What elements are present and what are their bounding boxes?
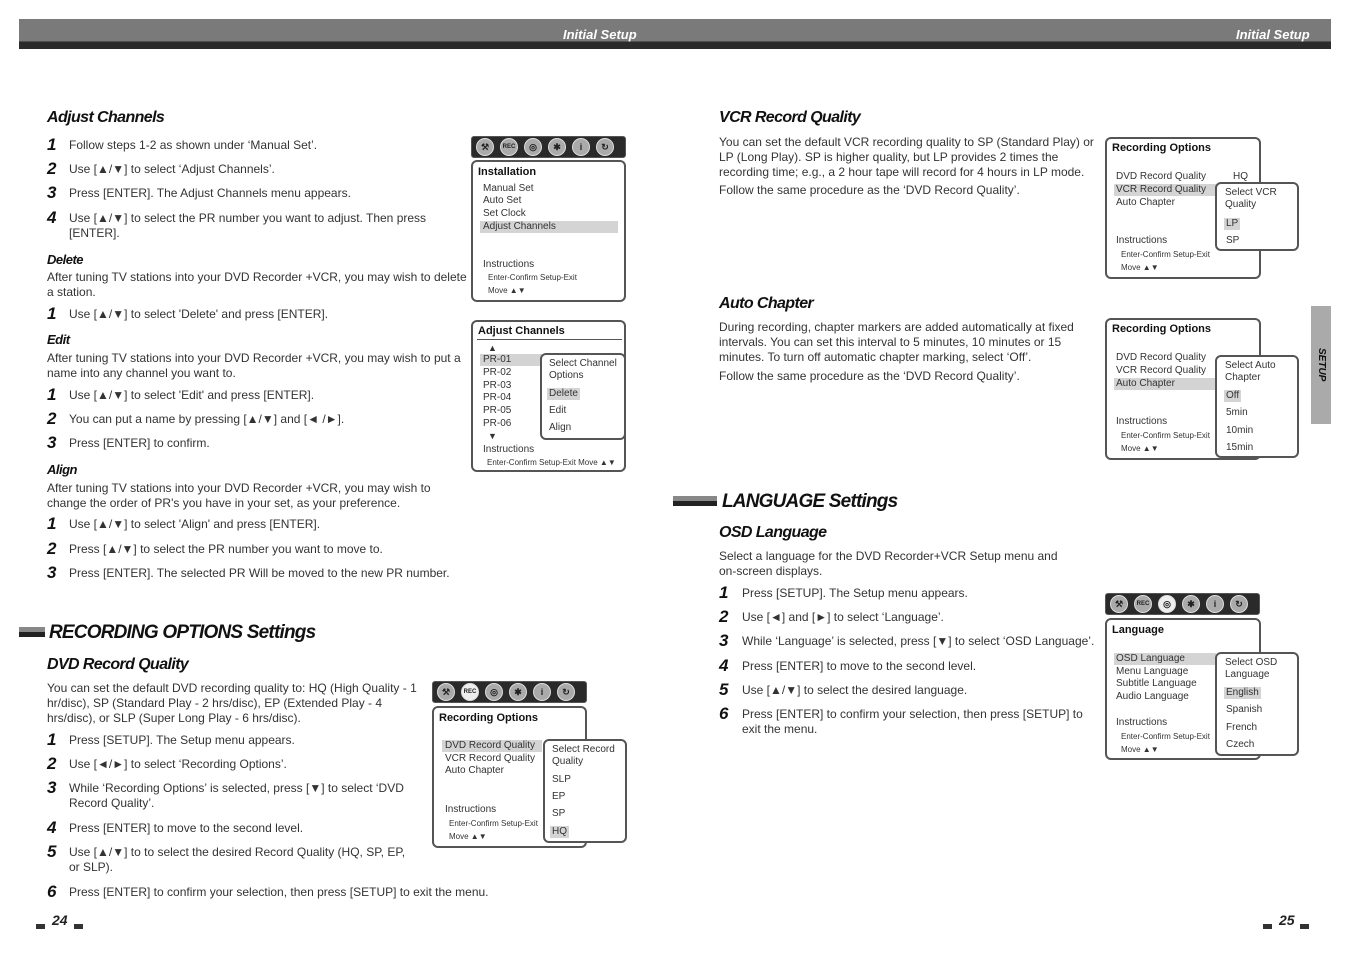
step-number: 2	[47, 539, 57, 558]
step-text: Press [ENTER]. The selected PR Will be moved to the new PR number.	[69, 566, 450, 580]
instructions-text: Move ▲▼	[1121, 444, 1159, 453]
delete-title: Delete	[47, 252, 84, 267]
instructions-text: Enter-Confirm Setup-Exit	[449, 819, 538, 828]
edit-text: After tuning TV stations into your DVD Recorder +VCR, you may wish to put a name into any channel you want to.	[47, 351, 461, 380]
menu-item: VCR Record Quality	[445, 753, 536, 764]
step-number: 3	[47, 778, 57, 797]
submenu-item: EP	[552, 791, 566, 802]
step-text: Use [▲/▼] to to select the desired Record Quality (HQ, SP, EP, or SLP).	[69, 845, 406, 874]
channel-item: PR-06	[483, 418, 512, 429]
instructions-text: Enter-Confirm Setup-Exit Move ▲▼	[487, 458, 616, 467]
menu-item: DVD Record Quality	[1116, 352, 1207, 363]
step-text: You can put a name by pressing [▲/▼] and [◄ /►].	[69, 412, 345, 426]
instructions-text: Move ▲▼	[1121, 263, 1159, 272]
vcr-quality-text: You can set the default VCR recording quality to SP (Standard Play) or LP (Long Play). SP is higher quality, but LP provides 2 times the recording time; e.g., a 2 hour tape will record for 4 hours in LP mode.	[719, 135, 1094, 179]
step-number: 3	[719, 631, 729, 650]
gear-icon: ✱	[1182, 595, 1200, 613]
submenu-item: 5min	[1226, 407, 1248, 418]
submenu-item-selected: HQ	[552, 826, 567, 837]
menu-item: Subtitle Language	[1116, 678, 1197, 689]
instructions-text: Enter-Confirm Setup-Exit	[1121, 250, 1210, 259]
language-icon: ◎	[1158, 595, 1176, 613]
step-number: 1	[47, 730, 57, 749]
submenu-title: Select Channel Options	[549, 358, 617, 381]
instructions-label: Instructions	[1116, 416, 1168, 427]
menu-item: Auto Chapter	[445, 765, 504, 776]
submenu-item: SP	[1226, 235, 1240, 246]
divider	[477, 339, 622, 340]
step-text: Use [▲/▼] to select 'Delete' and press [ENTER].	[69, 307, 329, 321]
step-text: Use [▲/▼] to select the PR number you want to adjust. Then press [ENTER].	[69, 211, 427, 240]
submenu-item-selected: LP	[1226, 218, 1239, 229]
refresh-icon: ↻	[596, 138, 614, 156]
submenu-item-selected: English	[1226, 687, 1259, 698]
step-text: Use [▲/▼] to select 'Edit' and press [ENTER].	[69, 388, 315, 402]
dvd-quality-text: You can set the default DVD recording quality to: HQ (High Quality - 1 hr/disc), SP (Standard Play - 2 hrs/disc), EP (Extended Play - 4 hrs/disc), or SLP (Super Long Play - 6 hrs/disc).	[47, 681, 417, 725]
language-settings-heading: LANGUAGE Settings	[722, 491, 898, 512]
menu-item: Auto Set	[483, 195, 522, 206]
submenu-item: 15min	[1226, 442, 1254, 453]
step-number: 5	[719, 680, 729, 699]
menu-item: Audio Language	[1116, 691, 1189, 702]
step-text: Press [ENTER] to move to the second level.	[742, 659, 977, 673]
tools-icon: ⚒	[437, 683, 455, 701]
step-text: Use [◄/►] to select ‘Recording Options’.	[69, 757, 287, 771]
submenu-title: Select OSD Language	[1225, 657, 1278, 680]
header-right: Initial Setup	[1236, 27, 1310, 42]
record-quality-submenu	[543, 739, 627, 843]
page-marker	[1300, 924, 1309, 929]
info-icon: i	[533, 683, 551, 701]
header-bar	[19, 19, 1331, 49]
align-title: Align	[47, 462, 77, 477]
info-icon: i	[572, 138, 590, 156]
submenu-item: SLP	[552, 774, 571, 785]
instructions-label: Instructions	[483, 444, 535, 455]
delete-text: After tuning TV stations into your DVD Recorder +VCR, you may wish to delete a station.	[47, 270, 467, 299]
gear-icon: ✱	[509, 683, 527, 701]
step-number: 1	[47, 135, 57, 154]
channel-item-selected: PR-01	[480, 354, 542, 366]
submenu-item: Edit	[549, 405, 567, 416]
vcr-quality-submenu	[1215, 182, 1299, 251]
dvd-record-quality-title: DVD Record Quality	[47, 656, 189, 673]
setup-tab-label: SETUP	[1316, 348, 1327, 382]
instructions-label: Instructions	[1116, 717, 1168, 728]
step-text: While ‘Recording Options’ is selected, press [▼] to select ‘DVD Record Quality’.	[69, 781, 404, 810]
rec-icon: REC	[1134, 595, 1152, 613]
osd-language-title: OSD Language	[719, 524, 827, 541]
step-number: 2	[47, 159, 57, 178]
step-number: 3	[47, 433, 57, 452]
menu-item: Manual Set	[483, 183, 534, 194]
step-text: Press [▲/▼] to select the PR number you want to move to.	[69, 542, 383, 556]
installation-screen	[471, 160, 626, 302]
menu-item-selected: VCR Record Quality	[1114, 184, 1216, 196]
instructions-text: Move ▲▼	[1121, 745, 1159, 754]
step-text: Use [▲/▼] to select ‘Adjust Channels’.	[69, 162, 275, 176]
step-number: 2	[47, 409, 57, 428]
osd-language-submenu	[1215, 652, 1299, 756]
step-number: 1	[47, 514, 57, 533]
recording-options-heading: RECORDING OPTIONS Settings	[49, 622, 316, 643]
step-number: 4	[47, 208, 57, 227]
auto-chapter-note: Follow the same procedure as the ‘DVD Record Quality’.	[719, 369, 1020, 383]
menu-item: Auto Chapter	[1116, 197, 1175, 208]
step-text: While ‘Language’ is selected, press [▼] to select ‘OSD Language’.	[742, 634, 1095, 648]
submenu-item: Align	[549, 422, 572, 433]
rec-icon: REC	[500, 138, 518, 156]
step-number: 6	[719, 704, 729, 723]
step-text: Use [◄] and [►] to select ‘Language’.	[742, 610, 944, 624]
submenu-title: Select Record Quality	[552, 744, 615, 767]
tools-icon: ⚒	[1110, 595, 1128, 613]
section-bar	[19, 627, 45, 637]
info-icon: i	[1206, 595, 1224, 613]
auto-chapter-submenu	[1215, 355, 1299, 458]
section-bar	[673, 496, 717, 506]
menu-item-selected: DVD Record Quality	[442, 740, 542, 752]
step-number: 3	[47, 563, 57, 582]
step-text: Press [SETUP]. The Setup menu appears.	[69, 733, 295, 747]
step-number: 6	[47, 882, 57, 901]
scroll-up-icon: ▲	[488, 343, 497, 353]
step-number: 4	[719, 656, 729, 675]
menu-item: Set Clock	[483, 208, 526, 219]
step-text: Press [ENTER] to confirm your selection, then press [SETUP] to exit the menu.	[742, 707, 1083, 736]
channel-item: PR-04	[483, 392, 512, 403]
submenu-item: Spanish	[1226, 704, 1263, 715]
channel-options-submenu	[540, 353, 626, 440]
screen-title: Language	[1112, 624, 1164, 636]
page-marker	[74, 924, 83, 929]
step-number: 2	[47, 754, 57, 773]
screen-title: Recording Options	[1112, 142, 1211, 154]
instructions-text: Enter-Confirm Setup-Exit	[488, 273, 577, 282]
menu-item: VCR Record Quality	[1116, 365, 1207, 376]
submenu-title: Select Auto Chapter	[1225, 360, 1276, 383]
language-icon: ◎	[485, 683, 503, 701]
refresh-icon: ↻	[1230, 595, 1248, 613]
step-text: Use [▲/▼] to select 'Align' and press [ENTER].	[69, 517, 321, 531]
menu-icon-bar	[1105, 593, 1260, 615]
gear-icon: ✱	[548, 138, 566, 156]
step-text: Use [▲/▼] to select the desired language.	[742, 683, 968, 697]
step-text: Follow steps 1-2 as shown under ‘Manual Set’.	[69, 138, 318, 152]
instructions-label: Instructions	[445, 804, 497, 815]
instructions-text: Move ▲▼	[488, 286, 526, 295]
instructions-text: Move ▲▼	[449, 832, 487, 841]
step-number: 1	[719, 583, 729, 602]
step-number: 5	[47, 842, 57, 861]
step-text: Press [ENTER]. The Adjust Channels menu appears.	[69, 186, 351, 200]
screen-title: Adjust Channels	[478, 325, 565, 337]
menu-item-selected: OSD Language	[1114, 653, 1216, 665]
step-number: 1	[47, 385, 57, 404]
vcr-quality-note: Follow the same procedure as the ‘DVD Record Quality’.	[719, 183, 1020, 197]
instructions-label: Instructions	[483, 259, 535, 270]
submenu-item: French	[1226, 722, 1258, 733]
submenu-item: Czech	[1226, 739, 1255, 750]
setup-tab	[1311, 306, 1331, 424]
rec-icon: REC	[461, 683, 479, 701]
step-text: Press [ENTER] to confirm.	[69, 436, 210, 450]
screen-title: Recording Options	[1112, 323, 1211, 335]
screen-title: Installation	[478, 166, 537, 178]
menu-item-selected: Auto Chapter	[1114, 378, 1216, 390]
page-number: 25	[1279, 912, 1295, 928]
menu-icon-bar	[432, 681, 587, 703]
submenu-item-selected: Off	[1226, 390, 1240, 401]
language-icon: ◎	[524, 138, 542, 156]
channel-item: PR-02	[483, 367, 512, 378]
menu-item-selected: Adjust Channels	[480, 221, 618, 233]
submenu-item: 10min	[1226, 425, 1254, 436]
current-value: HQ	[1233, 171, 1248, 182]
channel-item: PR-05	[483, 405, 512, 416]
page-marker	[36, 924, 45, 929]
step-number: 4	[47, 818, 57, 837]
step-text: Press [ENTER] to confirm your selection, then press [SETUP] to exit the menu.	[69, 885, 489, 899]
tools-icon: ⚒	[476, 138, 494, 156]
screen-title: Recording Options	[439, 712, 538, 724]
vcr-record-quality-title: VCR Record Quality	[719, 109, 861, 126]
page-number: 24	[52, 912, 68, 928]
step-number: 3	[47, 183, 57, 202]
osd-language-text: Select a language for the DVD Recorder+VCR Setup menu and on-screen displays.	[719, 549, 1058, 578]
menu-item: Menu Language	[1116, 666, 1189, 677]
menu-icon-bar	[471, 136, 626, 158]
adjust-channels-title: Adjust Channels	[47, 109, 165, 126]
step-text: Press [ENTER] to move to the second level.	[69, 821, 304, 835]
step-text: Press [SETUP]. The Setup menu appears.	[742, 586, 968, 600]
edit-title: Edit	[47, 332, 70, 347]
auto-chapter-title: Auto Chapter	[719, 295, 814, 312]
submenu-title: Select VCR Quality	[1225, 187, 1277, 210]
instructions-label: Instructions	[1116, 235, 1168, 246]
page-marker	[1263, 924, 1272, 929]
header-left: Initial Setup	[563, 27, 637, 42]
step-number: 1	[47, 304, 57, 323]
instructions-text: Enter-Confirm Setup-Exit	[1121, 732, 1210, 741]
align-text: After tuning TV stations into your DVD Recorder +VCR, you may wish to change the order of PR's you have in your set, as your preference.	[47, 481, 431, 510]
menu-item: DVD Record Quality	[1116, 171, 1207, 182]
refresh-icon: ↻	[557, 683, 575, 701]
channel-item: PR-03	[483, 380, 512, 391]
scroll-down-icon: ▼	[488, 431, 497, 441]
submenu-item-selected: Delete	[549, 388, 578, 399]
auto-chapter-text: During recording, chapter markers are added automatically at fixed intervals. You can set this interval to 5 minutes, 10 minutes or 15 minutes. To turn off automatic chapter marking, select ‘Off’.	[719, 320, 1074, 364]
instructions-text: Enter-Confirm Setup-Exit	[1121, 431, 1210, 440]
submenu-item: SP	[552, 808, 566, 819]
step-number: 2	[719, 607, 729, 626]
